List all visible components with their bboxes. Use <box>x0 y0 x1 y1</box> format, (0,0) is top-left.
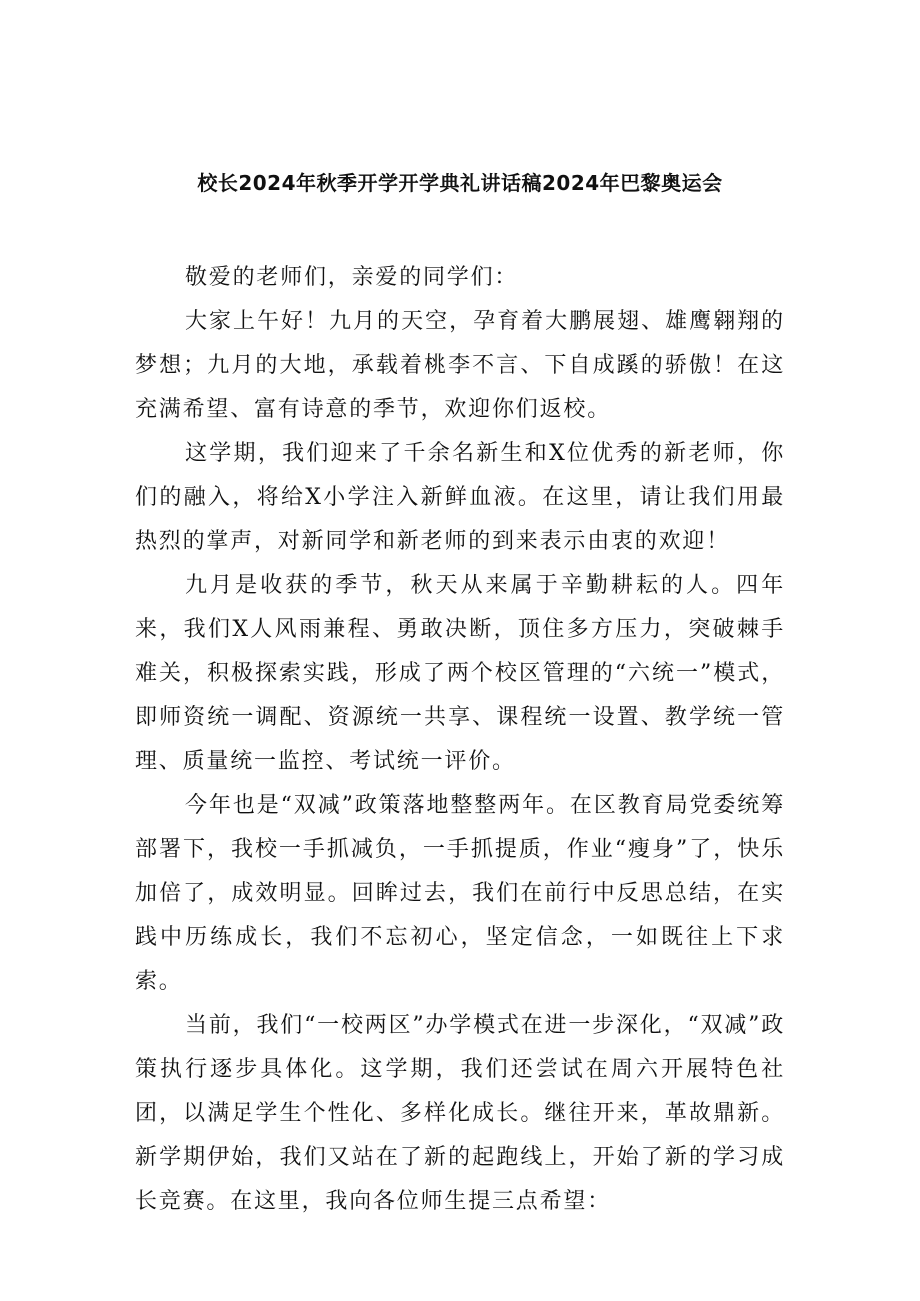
document-body <box>135 256 785 1224</box>
welcome-paragraph: 这学期，我们迎来了千余名新生和X位优秀的新老师，你们的融入，将给X小学注入新鲜血液。在这里，请让我们用最热烈的掌声，对新同学和新老师的到来表示由衷的欢迎！ <box>135 441 785 554</box>
greeting-paragraph: 大家上午好！九月的天空，孕育着大鹏展翅、雄鹰翱翔的梦想；九月的大地，承载着桃李不言、下自成蹊的骄傲！在这充满希望、富有诗意的季节，欢迎你们返校。 <box>135 309 785 422</box>
double-reduction-paragraph: 今年也是“双减”政策落地整整两年。在区教育局党委统筹部署下，我校一手抓减负，一手抓提质，作业“瘦身”了，快乐加倍了，成效明显。回眸过去，我们在前行中反思总结，在实践中历练成长，我们不忘初心，坚定信念，一如既往上下求索。 <box>135 793 785 994</box>
new-semester-paragraph: 当前，我们“一校两区”办学模式在进一步深化，“双减”政策执行逐步具体化。这学期，我们还尝试在周六开展特色社团，以满足学生个性化、多样化成长。继往开来，革故鼎新。新学期伊始，我们又站在了新的起跑线上，开始了新的学习成长竞赛。在这里，我向各位师生提三点希望： <box>135 1013 785 1214</box>
document-title: 校长2024年秋季开学开学典礼讲话稿2024年巴黎奥运会 <box>197 171 723 195</box>
achievements-paragraph: 九月是收获的季节，秋天从来属于辛勤耕耘的人。四年来，我们X人风雨兼程、勇敢决断，顶住多方压力，突破棘手难关，积极探索实践，形成了两个校区管理的“六统一”模式，即师资统一调配、资源统一共享、课程统一设置、教学统一管理、质量统一监控、考试统一评价。 <box>135 573 785 774</box>
salutation-paragraph: 敬爱的老师们，亲爱的同学们： <box>185 265 519 290</box>
